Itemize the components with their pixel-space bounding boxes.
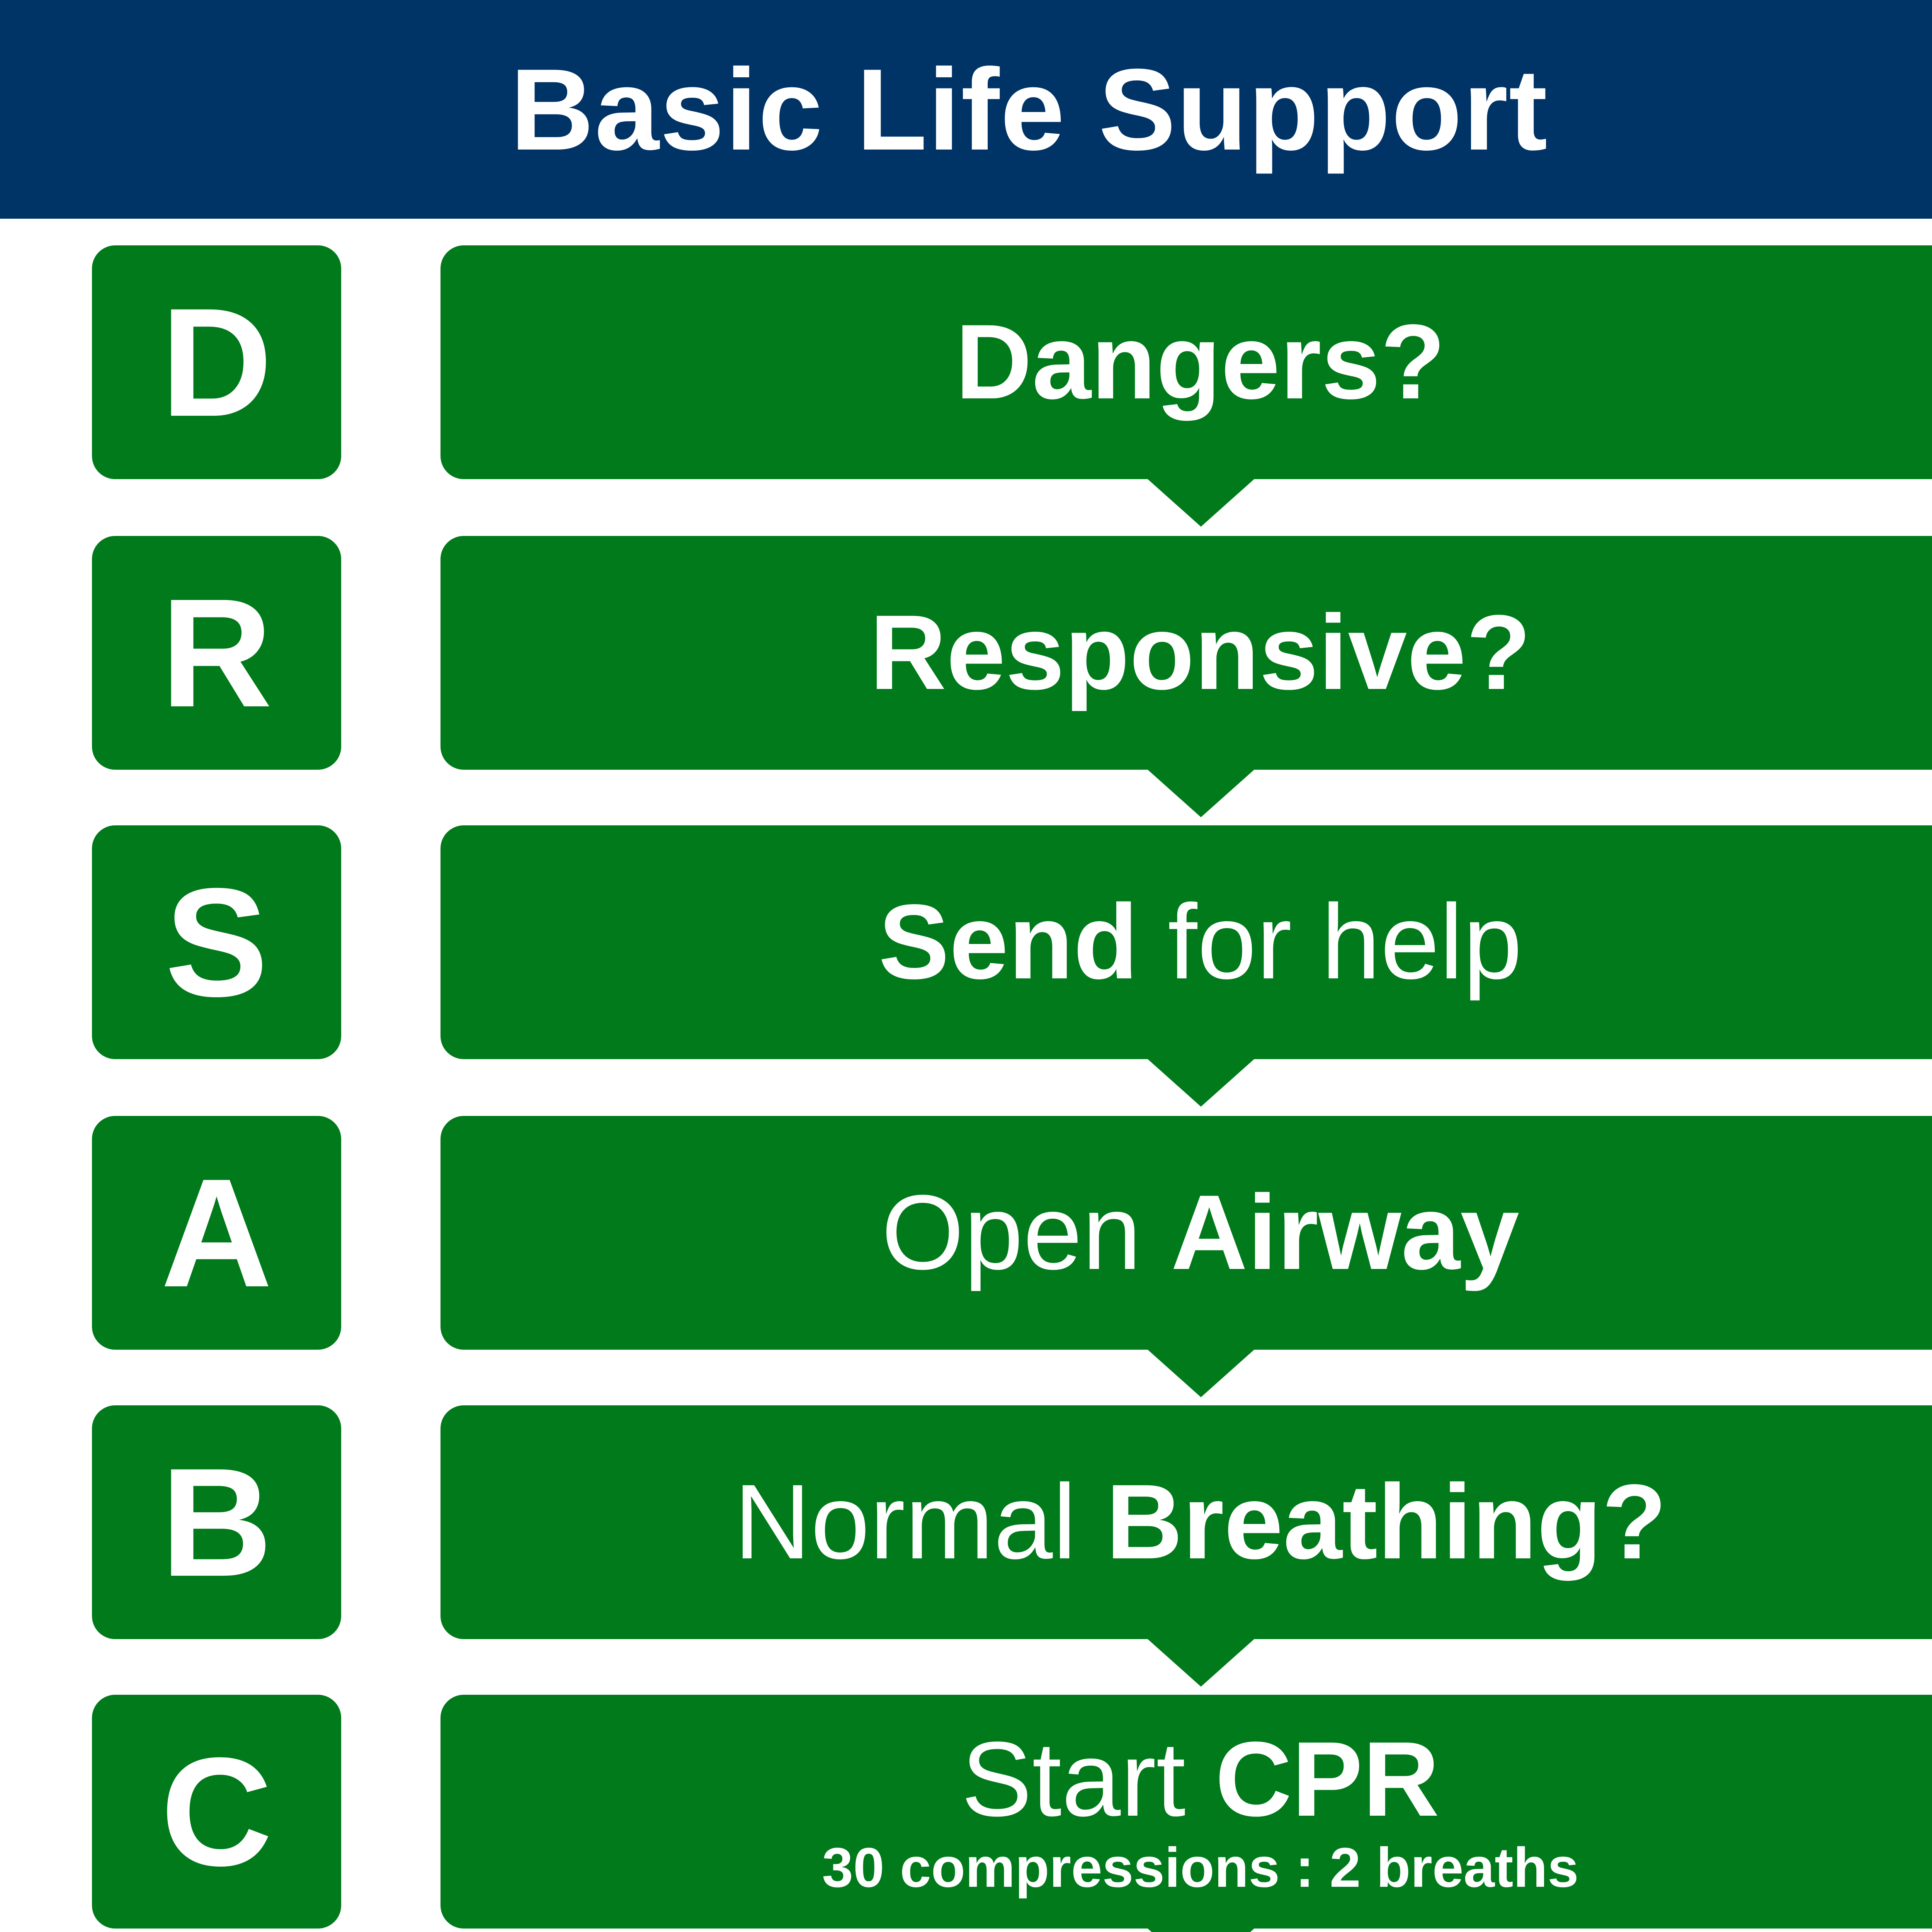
step-text: Open Airway	[881, 1173, 1519, 1292]
step-box	[440, 1116, 1932, 1350]
step-text: Responsive?	[869, 593, 1531, 712]
step-letter: C	[92, 1695, 341, 1929]
step-box	[440, 1695, 1932, 1929]
step-text: Send for help	[878, 883, 1522, 1002]
flow-arrow	[1147, 769, 1255, 817]
step-box	[440, 825, 1932, 1059]
step-box	[440, 245, 1932, 479]
step-send-for-help	[0, 825, 1932, 1059]
flow-arrow	[1147, 1058, 1255, 1107]
flow-arrow	[1147, 1349, 1255, 1397]
flow-arrow	[1147, 1638, 1255, 1687]
step-subtext: 30 compressions : 2 breaths	[822, 1836, 1579, 1899]
step-letter: D	[92, 245, 341, 479]
step-text: Start CPR	[961, 1719, 1440, 1838]
step-letter: B	[92, 1405, 341, 1639]
step-start-cpr	[0, 1695, 1932, 1929]
step-box	[440, 1405, 1932, 1639]
step-box	[440, 536, 1932, 770]
step-dangers	[0, 245, 1932, 479]
flow-arrow	[1147, 1928, 1255, 1932]
step-letter: S	[92, 825, 341, 1059]
step-responsive	[0, 536, 1932, 770]
step-normal-breathing	[0, 1405, 1932, 1639]
header-bar	[0, 0, 1932, 219]
step-letter: A	[92, 1116, 341, 1350]
flow-arrow	[1147, 478, 1255, 527]
step-text: Dangers?	[955, 303, 1446, 422]
step-text: Normal Breathing?	[734, 1463, 1667, 1582]
step-open-airway	[0, 1116, 1932, 1350]
step-letter: R	[92, 536, 341, 770]
page-title: Basic Life Support	[510, 44, 1548, 174]
